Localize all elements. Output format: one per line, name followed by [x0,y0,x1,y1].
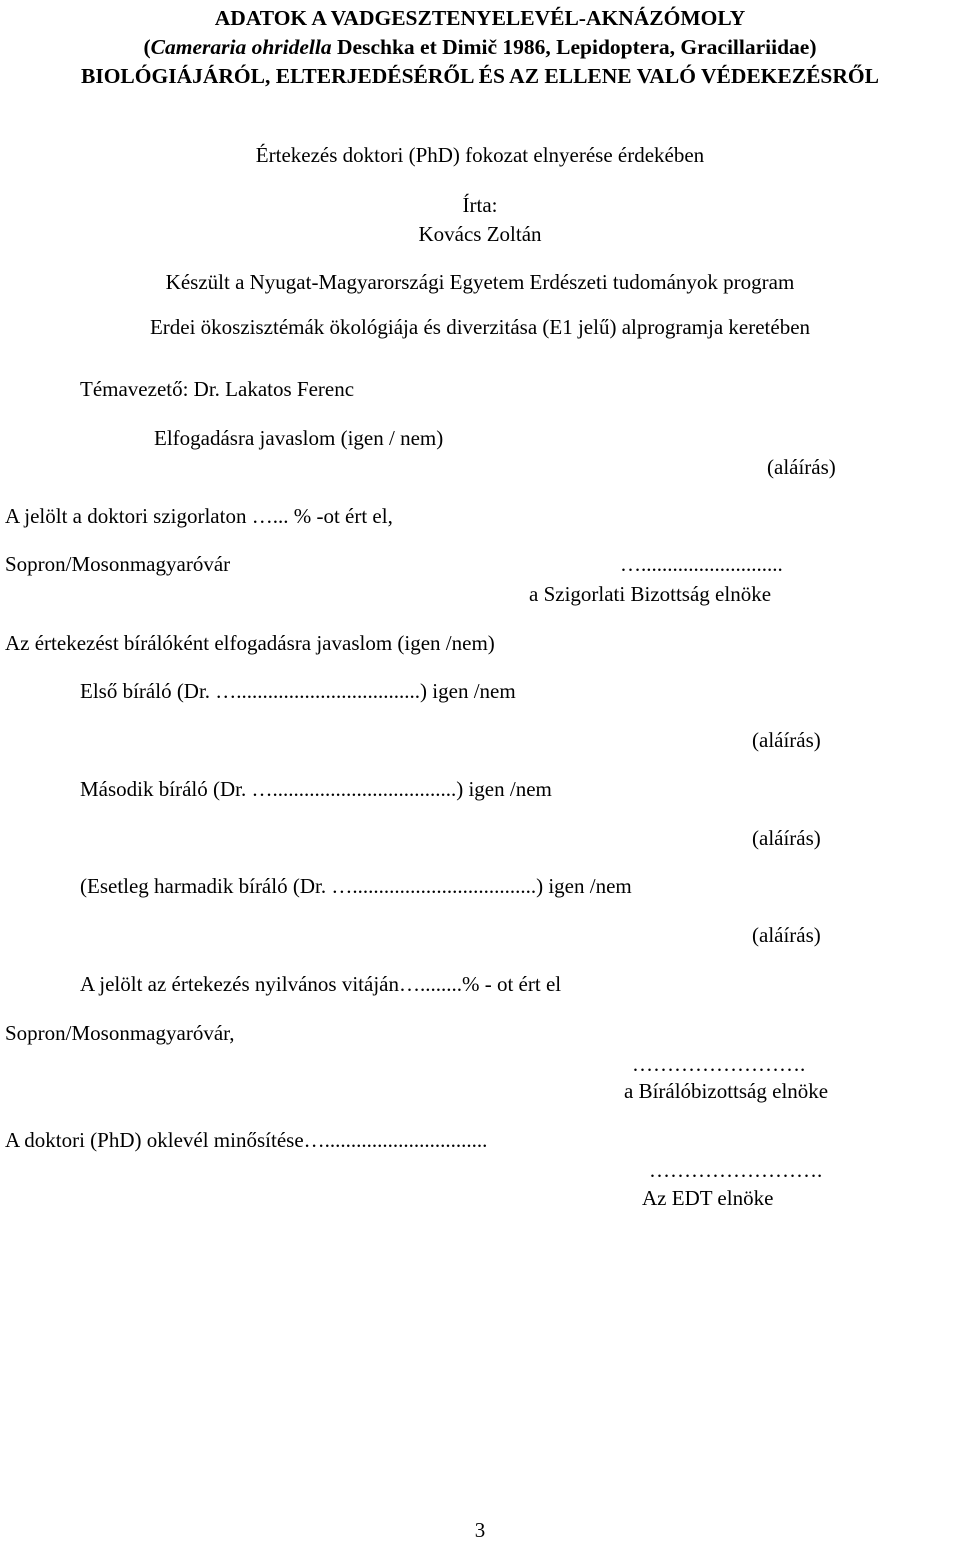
second-reviewer: Második bíráló (Dr. …...................................) igen /nem [80,777,552,801]
page-number: 3 [474,1518,486,1542]
supervisor-recommendation: Elfogadásra javaslom (igen / nem) [154,426,444,450]
defense-place: Sopron/Mosonmagyaróvár, [5,1021,235,1045]
program-line-2: Erdei ökoszisztémák ökológiája és diverzitása (E1 jelű) alprogramja keretében [149,315,811,339]
exam-result: A jelölt a doktori szigorlaton …... % -ot ért el, [5,504,393,528]
third-reviewer-signature: (aláírás) [752,923,821,947]
title-paren: ( [143,35,151,59]
exam-signature-dots: …........................... [620,552,783,576]
title-authority: Deschka et Dimič 1986, Lepidoptera, Gracillariidae) [331,35,817,59]
program-line-1: Készült a Nyugat-Magyarországi Egyetem Erdészeti tudományok program [165,270,795,294]
supervisor-line: Témavezető: Dr. Lakatos Ferenc [80,377,355,401]
first-reviewer-signature: (aláírás) [752,728,821,752]
written-by-label: Írta: [462,193,498,217]
diploma-rating: A doktori (PhD) oklevél minősítése…............................... [5,1128,488,1152]
edt-signature-dots: ……………………. [649,1158,823,1182]
first-reviewer: Első bíráló (Dr. …...................................) igen /nem [80,679,516,703]
thesis-purpose: Értekezés doktori (PhD) fokozat elnyerése érdekében [255,143,705,167]
defense-chair-role: a Bírálóbizottság elnöke [624,1079,829,1103]
third-reviewer: (Esetleg harmadik bíráló (Dr. …...................................) igen /nem [80,874,632,898]
defense-result: A jelölt az értekezés nyilvános vitáján…........% - ot ért el [80,972,562,996]
edt-chair-role: Az EDT elnöke [642,1186,774,1210]
supervisor-signature: (aláírás) [767,455,836,479]
author-name: Kovács Zoltán [418,222,542,246]
title-line-1: ADATOK A VADGESZTENYELEVÉL-AKNÁZÓMOLY [214,6,746,30]
second-reviewer-signature: (aláírás) [752,826,821,850]
species-name: Cameraria ohridella [150,35,332,59]
reviewers-intro: Az értekezést bírálóként elfogadásra javaslom (igen /nem) [5,631,495,655]
defense-signature-dots: ……………………. [632,1052,806,1076]
title-line-2 [0,37,960,59]
exam-chair-role: a Szigorlati Bizottság elnöke [529,582,772,606]
title-line-3: BIOLÓGIÁJÁRÓL, ELTERJEDÉSÉRŐL ÉS AZ ELLENE VALÓ VÉDEKEZÉSRŐL [81,64,879,88]
exam-place: Sopron/Mosonmagyaróvár [5,552,231,576]
